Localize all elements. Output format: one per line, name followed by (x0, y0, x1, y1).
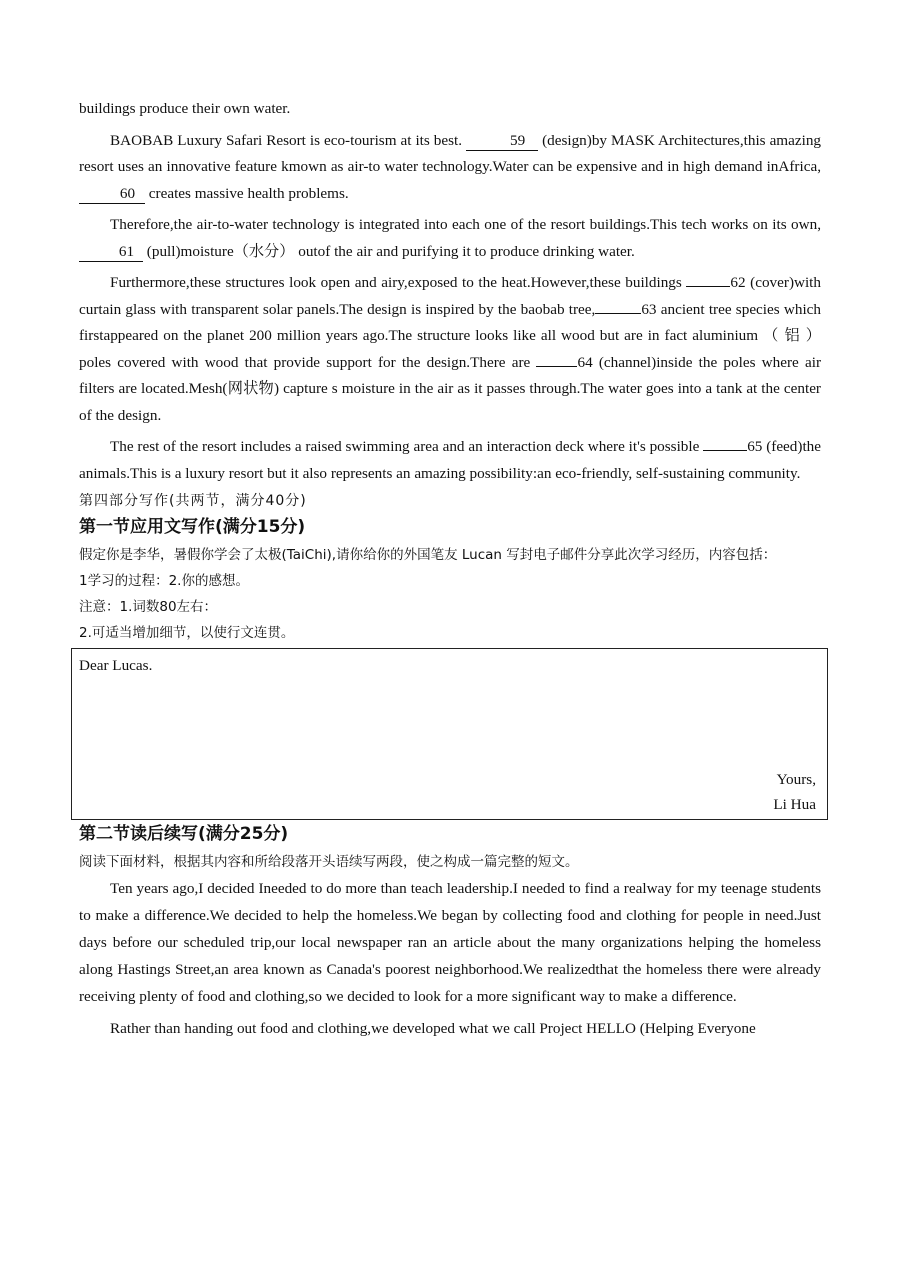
blank-65-number: 65 (747, 438, 763, 455)
section1-prompt: 假定你是李华，暑假你学会了太极(TaiChi),请你给你的外国笔友 Lucan 写封电子邮件分享此次学习经历，内容包括： (79, 547, 777, 563)
section1-note-1: 注意：1.词数80左右： (79, 599, 218, 615)
blank-63[interactable] (595, 313, 641, 314)
story-paragraph-2: Rather than handing out food and clothing,we developed what we call Project HELLO (Helping Everyone (110, 1020, 756, 1037)
blank-64-number: 64 (577, 353, 593, 371)
passage-paragraph-2: Therefore,the air-to-water technology is integrated into each one of the resort buildings.This tech works on its own,61 (pull)moisture（水分） outof the air and purifying it to produce drinking water. (79, 212, 821, 265)
section2-prompt: 阅读下面材料，根据其内容和所给段落开头语续写两段，使之构成一篇完整的短文。 (79, 854, 579, 870)
blank-62[interactable] (686, 286, 730, 287)
section1-title: 第一节应用文写作(满分15分) (79, 517, 306, 537)
letter-greeting: Dear Lucas. (79, 657, 153, 674)
letter-answer-box[interactable] (71, 648, 828, 820)
section1-note-2: 2.可适当增加细节，以使行文连贯。 (79, 625, 295, 641)
letter-closing: Yours, (776, 771, 816, 788)
blank-61[interactable]: 61 (79, 243, 143, 262)
passage-paragraph-4: The rest of the resort includes a raised swimming area and an interaction deck where it's possible 65 (feed)the animals.This is a luxury resort but it also represents an amazing possibility:an eco-friendly, self-sustaining community. (79, 438, 822, 482)
letter-signature: Li Hua (773, 796, 816, 813)
blank-63-number: 63 (641, 300, 657, 318)
passage-paragraph-1: BAOBAB Luxury Safari Resort is eco-tourism at its best. 59 (design)by MASK Architectures,this amazing resort uses an innovative feature kmown as air-to water technology.Water can be expensive and in high demand inAfrica, 60 creates massive health problems. (79, 131, 822, 202)
blank-65[interactable] (703, 450, 747, 451)
section1-item: 1学习的过程：2.你的感想。 (79, 573, 249, 589)
blank-64[interactable] (536, 366, 577, 367)
blank-60[interactable]: 60 (79, 185, 145, 204)
passage-line-0: buildings produce their own water. (79, 100, 291, 117)
blank-62-number: 62 (730, 274, 746, 291)
blank-59[interactable]: 59 (466, 132, 538, 151)
part4-title: 第四部分写作(共两节，满分40分) (79, 493, 307, 509)
passage-paragraph-3: Furthermore,these structures look open and airy,exposed to the heat.However,these buildings 62 (cover)with curtain glass with transparent solar panels.The design is inspired by the baobab tree, 63 ancient tree species which firstappeared on the planet 200 million years ago.The structure looks like all wood but are in fact aluminium （ 铝 ） poles covered with wood that provide support for the design.There are 64 (channel)inside the poles where air filters are located.Mesh(网状物) capture s moisture in the air as it passes through.The water goes into a tank at the center of the design. (79, 274, 822, 424)
story-paragraph-1: Ten years ago,I decided Ineeded to do more than teach leadership.I needed to find a realway for my teenage students to make a difference.We decided to help the homeless.We began by collecting food and clothing for people in need.Just days before our scheduled trip,our local newspaper ran an article about the many organizations helping the homeless along Hastings Street,an area known as Canada's poorest neighborhood.We realizedthat the homeless there were already receiving plenty of food and clothing,so we decided to look for a more significant way to make a difference. (79, 880, 821, 1005)
section2-title: 第二节读后续写(满分25分) (79, 824, 289, 844)
document-page (79, 96, 821, 1042)
